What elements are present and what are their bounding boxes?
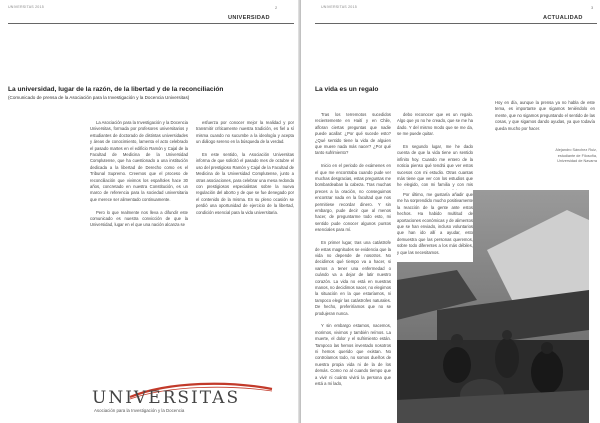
earthquake-photo [397,190,589,423]
right-page [301,0,600,423]
right-author-credit [539,148,597,165]
right-header-rule [315,23,597,24]
logo-wordmark: UNIVERSITAS [92,388,241,408]
left-col2-paragraph: esfuerza por conocer mejor la realidad y por transmitir críticamente nuestra tradición, es fiel a sí misma cuando no sucumbe a la ideología y acepta un diálogo sereno en la búsqueda de la verdad. [196,120,294,145]
right-author-role: estudiante de Filosofía, Universidad de Navarra [557,153,597,163]
logo-tagline: Asociación para la Investigación y la Docencia [94,408,185,413]
left-section-label: UNIVERSIDAD [228,15,270,21]
right-col1-paragraph: Y sin embargo estamos, nacemos, morimos, vivimos y también reímos. La muerte, el dolor y el sufrimiento están. Tampoco las hemos inventado nosotros ni hemos querido que existan. No controlamos todo, no somos dueños de nuestra propia vida ni de la de los demás. Como no al cuando tiempo que a vivir ni cuánto vivirá la persona que está a mi lado, [315,323,391,387]
right-col2-paragraph: En segundo lugar, me he dado cuenta de que la vida tiene un sentido infinito hoy. Cuando me entero de la noticia pienso qué tendrá que ver estos sucesos con mi estudio. Otras cuantas más tiene que ver con los estudios que he elegido, con mi familia y con mis [397,144,473,188]
right-column-2 [397,112,473,190]
left-col1-paragraph: La Asociación para la Investigación y la Docencia Universitas, formada por profesores universitarios y estudiantes de doctorado de distintas universidades y áreas de conocimiento, lamenta el acto celebrado el pasado martes en el edificio Ramón y Cajal de la Facultad de Medicina de la Universidad Complutense, que ha cuestionado a una institución dedicada a la libertad de Derecho como es el Tribunal Supremo. Creemos que el proceso de reconciliación que vivimos los españoles hace 30 años, concretado en nuestra Constitución, es un marco de referencia para la sociedad universitaria que merece ser alimentado continuamente. [90,120,188,202]
right-quote-text: Hoy en día, aunque la prensa ya no habla de este tema, es importante que sigamos teniéndolo en mente, que no sigamos preguntando el sentido de las cosas, y que sigamos dando ayudas, ya que todavía queda mucho por hacer. [495,100,595,131]
right-col1-paragraph: Inicio en el periodo de exámenes en el que me encontraba cuando pude ver muchas desgracias, estas preguntas me bombardeaban la cabeza. Tras muchas preces a la oración, no conseguimos encontrar nada en la facultad que nos permitiese recordar dinero. Y sin embargo, pude decir que al menos hacer, de preguntarme todo esto, mi sentido pude conocer algunos puntos esenciales para mí. [315,163,391,233]
right-col2-paragraph: debo reconocer que es un regalo. Algo que yo no he creado, que se me ha dado. Y del mismo modo que se me da, se me puede quitar. [397,112,473,137]
right-header-meta: UNIVERSITAS 2015 [321,5,357,9]
right-col2-overlay [397,190,473,262]
left-column-2 [196,120,294,222]
left-header-rule [8,23,294,24]
right-col2-paragraph: Por último, me gustaría añadir que me ha sorprendido mucho positivamente la reacción de la gente ante estos hechos. Ha habido multitud de aportaciones económicas y de alimentos que se han enviado, incluso voluntarios que han ido allí a ayudar, esto demuestra que las personas queremos, sobre todo diferentes a los más débiles, y que las necesitamos. [397,192,473,255]
left-page-number: 2 [275,5,278,10]
left-col2-paragraph: En este sentido, la Asociación Universitas informa de que solicitó el pasado mes de octubre el uso del prestigioso Ramón y Cajal de la Facultad de Medicina de la Universidad Complutense, junto a otras asociaciones, para celebrar una mesa redonda con prestigiosos especialistas sobre la nueva regulación del aborto y de que se fue denegado por el contenido de la misma. En su pleno ocasión se perdió una oportunidad de ejercicio de la libertad, condición esencial para la vida universitaria. [196,152,294,215]
left-column-1 [90,120,188,235]
right-section-label: ACTUALIDAD [543,15,583,21]
right-author-name: Alejandro Sánchez Ruiz, [555,148,597,152]
right-page-number: 3 [591,5,594,10]
right-col1-paragraph: En primer lugar, tras una catástrofe de estas magnitudes se evidencia que la vida no depende de nosotros. No decidimos qué tiempo va a hacer, si vamos a tener una enfermedad o cuándo va a dejar de latir nuestro corazón. La vida no está en nuestras manos, no decidimos nacer, no elegimos la situación en la que estaríamos, ni tampoco elegir las catástrofes naturales. De hecho, preferiríamos que no se produjeran nunca. [315,240,391,316]
right-column-1 [315,112,391,394]
right-col1-paragraph: Tras los terremotos sucedidos recientemente en Haití y en Chile, afloran ciertas preguntas que nadie puede acallar: ¿Por qué sucede esto? ¿Qué sentido tiene la vida de alguien que muere nada más nacer? ¿Por qué tanto sufrimiento? [315,112,391,156]
left-article-title: La universidad, lugar de la razón, de la libertad y de la reconciliación [8,86,224,93]
left-article-subtitle: (Comunicado de prensa de la Asociación para la Investigación y la Docencia Universitas) [8,95,190,100]
universitas-logo [90,375,280,415]
left-col1-paragraph: Pero lo que realmente nos lleva a difundir este comunicado es nuestra convicción de que la Universidad, lugar en el que una nación alcanza se [90,209,188,228]
right-article-title: La vida es un regalo [315,86,379,93]
logo-graphic [90,375,280,415]
left-header-meta: UNIVERSITAS 2015 [8,5,44,9]
